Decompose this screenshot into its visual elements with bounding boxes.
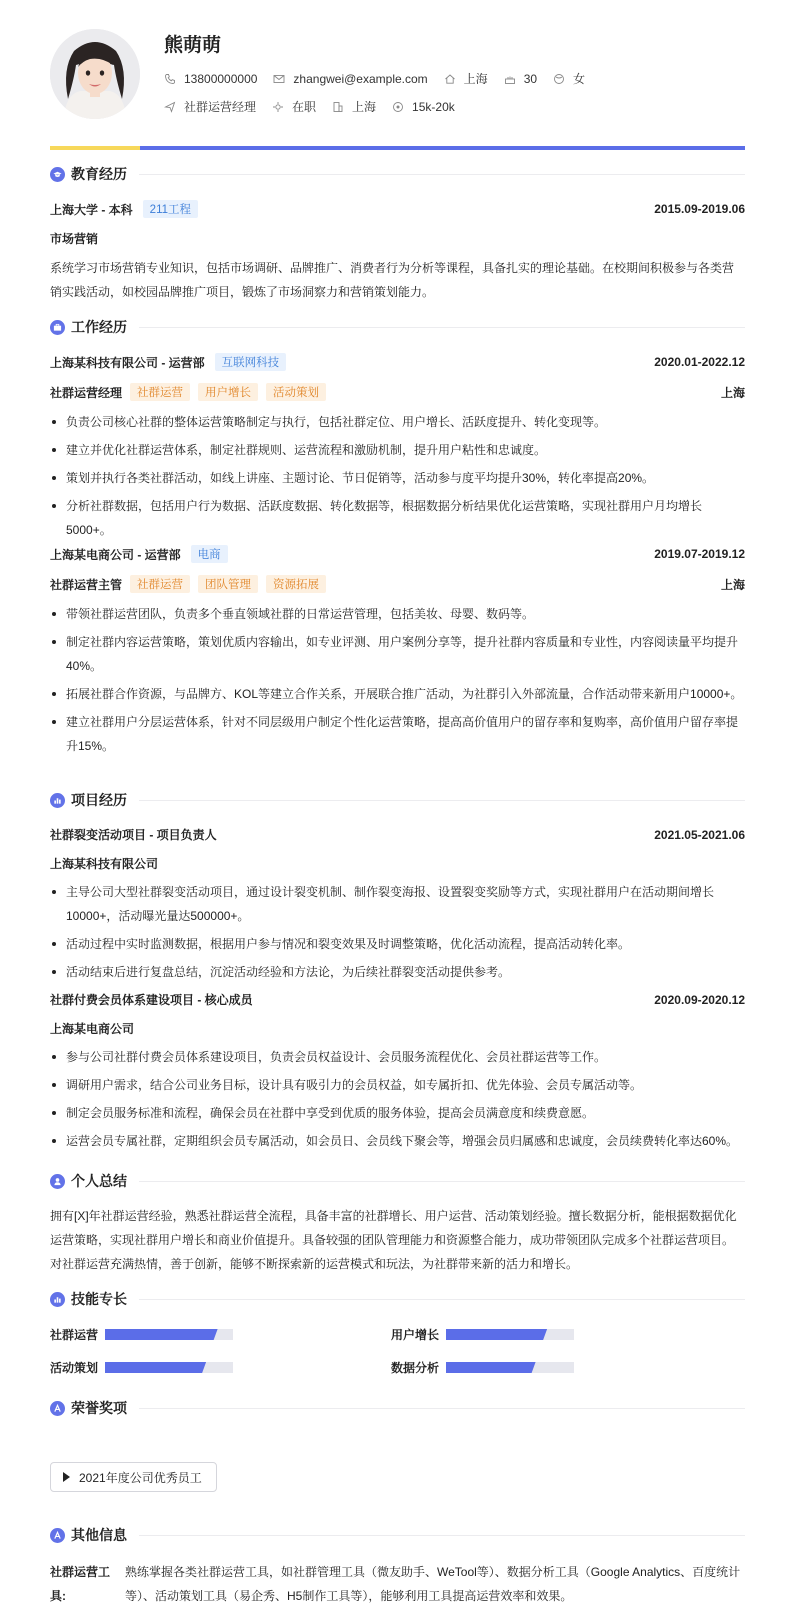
list-item: 活动过程中实时监测数据，根据用户参与情况和裂变效果及时调整策略，优化活动流程，提高活动转化率。 bbox=[50, 932, 745, 956]
job-1-skill-tag: 用户增长 bbox=[198, 383, 258, 401]
avatar-portrait-icon bbox=[50, 29, 140, 119]
major-row bbox=[50, 230, 745, 247]
other-title: 其他信息 bbox=[71, 1527, 127, 1543]
awards-title: 荣誉奖项 bbox=[71, 1400, 127, 1416]
phone-icon bbox=[164, 73, 176, 85]
header-divider bbox=[50, 146, 745, 150]
summary-text: 拥有[X]年社群运营经验，熟悉社群运营全流程，具备丰富的社群增长、用户运营、活动策划经验。擅长数据分析，能根据数据优化运营策略，实现社群用户增长和商业价值提升。具备较强的团队管理能力和资源整合能力，成功带领团队完成多个社群运营项目。对社群运营充满热情，善于创新，能够不断探索新的运营模式和玩法，为社群带来新的活力和增长。 bbox=[50, 1209, 737, 1271]
age-text: 30 bbox=[523, 71, 538, 86]
summary-section-heading bbox=[50, 1171, 745, 1191]
phone-info bbox=[164, 72, 257, 86]
briefcase-icon bbox=[50, 320, 65, 335]
project-1-header bbox=[50, 826, 745, 843]
education-title: 教育经历 bbox=[71, 166, 127, 182]
project-2-name: 社群付费会员体系建设项目 - 核心成员 bbox=[50, 993, 253, 1007]
list-item: 调研用户需求，结合公司业务目标，设计具有吸引力的会员权益，如专属折扣、优先体验、会员专属活动等。 bbox=[50, 1073, 745, 1097]
send-icon bbox=[164, 101, 176, 113]
mail-icon bbox=[273, 73, 285, 85]
list-item: 拓展社群合作资源，与品牌方、KOL等建立合作关系，开展联合推广活动，为社群引入外部流量，合作活动带来新用户10000+。 bbox=[50, 682, 745, 706]
status-text: 在职 bbox=[292, 100, 317, 114]
building-icon bbox=[332, 101, 344, 113]
job-1-role: 社群运营经理 bbox=[50, 385, 123, 400]
skill-bar-track bbox=[105, 1329, 233, 1340]
job-1-role-row bbox=[50, 383, 745, 401]
position-info bbox=[164, 98, 256, 115]
skill-bar-fill bbox=[105, 1329, 218, 1340]
list-item: 制定社群内容运营策略，策划优质内容输出，如专业评测、用户案例分享等，提升社群内容质量和专业性，内容阅读量平均提升40%。 bbox=[50, 630, 745, 678]
home-icon bbox=[444, 73, 456, 85]
skill-bar-fill bbox=[446, 1329, 547, 1340]
job-1-company: 上海某科技有限公司 - 运营部 bbox=[50, 355, 205, 370]
letter-a-icon bbox=[50, 1401, 65, 1416]
candidate-name: 熊萌萌 bbox=[164, 35, 222, 56]
position-text: 社群运营经理 bbox=[184, 100, 257, 114]
gender-icon bbox=[553, 73, 565, 85]
projects-title: 项目经历 bbox=[71, 792, 127, 808]
education-row bbox=[50, 200, 745, 218]
list-item: 建立社群用户分层运营体系，针对不同层级用户制定个性化运营策略，提高高价值用户的留存率和复购率，高价值用户留存率提升15%。 bbox=[50, 710, 745, 758]
work-section-heading bbox=[50, 317, 745, 337]
job-2-skill-tag: 团队管理 bbox=[198, 575, 258, 593]
skill-bar-track bbox=[446, 1329, 574, 1340]
list-item: 活动结束后进行复盘总结，沉淀活动经验和方法论，为后续社群裂变活动提供参考。 bbox=[50, 960, 745, 984]
graduation-cap-icon bbox=[50, 167, 65, 182]
bar-chart-icon bbox=[50, 1292, 65, 1307]
skill-bar-track bbox=[446, 1362, 574, 1373]
user-icon bbox=[50, 1174, 65, 1189]
skill-item bbox=[50, 1359, 233, 1376]
salary-text: 15k-20k bbox=[412, 99, 455, 114]
project-2-date: 2020.09-2020.12 bbox=[654, 992, 745, 1007]
skill-label: 数据分析 bbox=[391, 1361, 440, 1375]
summary-title: 个人总结 bbox=[71, 1173, 127, 1189]
job-1-skill-tag: 社群运营 bbox=[130, 383, 190, 401]
job-1-bullets bbox=[50, 410, 745, 546]
project-2-header bbox=[50, 991, 745, 1008]
status-info bbox=[272, 98, 316, 115]
other-section-heading bbox=[50, 1525, 745, 1545]
job-1-skill-tag: 活动策划 bbox=[266, 383, 326, 401]
award-item bbox=[50, 1462, 217, 1492]
job-1-industry-tag: 互联网科技 bbox=[215, 353, 287, 371]
skill-bar-track bbox=[105, 1362, 233, 1373]
skill-bar-fill bbox=[105, 1362, 206, 1373]
project-2-bullets bbox=[50, 1045, 745, 1157]
list-item: 建立并优化社群运营体系，制定社群规则、运营流程和激励机制，提升用户粘性和忠诚度。 bbox=[50, 438, 745, 462]
skill-bar-fill bbox=[446, 1362, 536, 1373]
salary-info bbox=[392, 100, 455, 114]
education-date: 2015.09-2019.06 bbox=[654, 202, 745, 216]
age-info bbox=[504, 72, 537, 86]
skill-label: 用户增长 bbox=[391, 1328, 440, 1342]
job-2-skill-tag: 资源拓展 bbox=[266, 575, 326, 593]
letter-a-icon bbox=[50, 1528, 65, 1543]
list-item: 分析社群数据，包括用户行为数据、活跃度数据、转化数据等，根据数据分析结果优化运营策略，实现社群用户月均增长5000+。 bbox=[50, 494, 745, 542]
projects-section-heading bbox=[50, 790, 745, 810]
job-1-header bbox=[50, 353, 745, 371]
gender-text: 女 bbox=[573, 72, 586, 86]
education-section-heading bbox=[50, 164, 745, 184]
job-2-skill-tag: 社群运营 bbox=[130, 575, 190, 593]
school-name: 上海大学 - 本科 bbox=[50, 202, 133, 217]
contact-info-row bbox=[164, 70, 601, 87]
major-name: 市场营销 bbox=[50, 232, 99, 246]
status-icon bbox=[272, 101, 284, 113]
job-2-bullets bbox=[50, 602, 745, 762]
award-text: 2021年度公司优秀员工 bbox=[79, 1470, 202, 1485]
job-2-header bbox=[50, 545, 745, 563]
project-1-company: 上海某科技有限公司 bbox=[50, 857, 159, 871]
skill-label: 社群运营 bbox=[50, 1328, 99, 1342]
play-triangle-icon bbox=[63, 1472, 70, 1482]
school-tag: 211工程 bbox=[143, 200, 198, 218]
bar-chart-icon bbox=[50, 793, 65, 808]
job-1-date: 2020.01-2022.12 bbox=[654, 355, 745, 369]
gender-info bbox=[553, 70, 585, 87]
job-2-date: 2019.07-2019.12 bbox=[654, 547, 745, 561]
project-2-company-row bbox=[50, 1020, 745, 1037]
other-info-row bbox=[50, 1560, 745, 1608]
project-1-bullets bbox=[50, 880, 745, 988]
project-2-company: 上海某电商公司 bbox=[50, 1022, 135, 1036]
awards-section-heading bbox=[50, 1398, 745, 1418]
list-item: 主导公司大型社群裂变活动项目，通过设计裂变机制、制作裂变海报、设置裂变奖励等方式，实现社群用户在活动期间增长10000+，活动曝光量达500000+。 bbox=[50, 880, 745, 928]
list-item: 带领社群运营团队，负责多个垂直领域社群的日常运营管理，包括美妆、母婴、数码等。 bbox=[50, 602, 745, 626]
job-2-industry-tag: 电商 bbox=[191, 545, 228, 563]
job-2-company: 上海某电商公司 - 运营部 bbox=[50, 547, 181, 562]
city-text: 上海 bbox=[463, 72, 488, 86]
list-item: 制定会员服务标准和流程，确保会员在社群中享受到优质的服务体验，提高会员满意度和续费意愿。 bbox=[50, 1101, 745, 1125]
project-1-date: 2021.05-2021.06 bbox=[654, 827, 745, 842]
work-city-text: 上海 bbox=[352, 100, 377, 114]
education-description: 系统学习市场营销专业知识，包括市场调研、品牌推广、消费者行为分析等课程，具备扎实的理论基础。在校期间积极参与各类营销实践活动，如校园品牌推广项目，锻炼了市场洞察力和营销策划能力。 bbox=[50, 261, 735, 299]
skill-item bbox=[391, 1359, 574, 1376]
other-text: 熟练掌握各类社群运营工具，如社群管理工具（微友助手、WeTool等）、数据分析工具（Google Analytics、百度统计等）、活动策划工具（易企秀、H5制作工具等），能够利用工具提高运营效率和效果。 bbox=[125, 1565, 741, 1603]
salary-icon bbox=[392, 101, 404, 113]
avatar bbox=[50, 29, 140, 119]
job-info-row bbox=[164, 98, 471, 115]
skills-title: 技能专长 bbox=[71, 1291, 127, 1307]
list-item: 运营会员专属社群，定期组织会员专属活动，如会员日、会员线下聚会等，增强会员归属感和忠诚度，会员续费转化率达60%。 bbox=[50, 1129, 745, 1153]
other-label: 社群运营工具: bbox=[50, 1565, 111, 1603]
skills-section-heading bbox=[50, 1289, 745, 1309]
list-item: 策划并执行各类社群活动，如线上讲座、主题讨论、节日促销等，活动参与度平均提升30%，转化率提高20%。 bbox=[50, 466, 745, 490]
email-text: zhangwei@example.com bbox=[293, 71, 428, 86]
work-city-info bbox=[332, 98, 376, 115]
cake-icon bbox=[504, 73, 516, 85]
phone-text: 13800000000 bbox=[184, 71, 258, 86]
list-item: 参与公司社群付费会员体系建设项目，负责会员权益设计、会员服务流程优化、会员社群运营等工作。 bbox=[50, 1045, 745, 1069]
city-info bbox=[444, 70, 488, 87]
project-1-company-row bbox=[50, 855, 745, 872]
skill-item bbox=[391, 1326, 574, 1343]
work-title: 工作经历 bbox=[71, 319, 127, 335]
project-1-name: 社群裂变活动项目 - 项目负责人 bbox=[50, 828, 217, 842]
skill-item bbox=[50, 1326, 233, 1343]
job-2-location: 上海 bbox=[720, 577, 745, 592]
email-info bbox=[273, 72, 427, 86]
job-2-role: 社群运营主管 bbox=[50, 577, 123, 592]
job-2-role-row bbox=[50, 575, 745, 593]
skill-label: 活动策划 bbox=[50, 1361, 99, 1375]
list-item: 负责公司核心社群的整体运营策略制定与执行，包括社群定位、用户增长、活跃度提升、转化变现等。 bbox=[50, 410, 745, 434]
job-1-location: 上海 bbox=[720, 385, 745, 400]
